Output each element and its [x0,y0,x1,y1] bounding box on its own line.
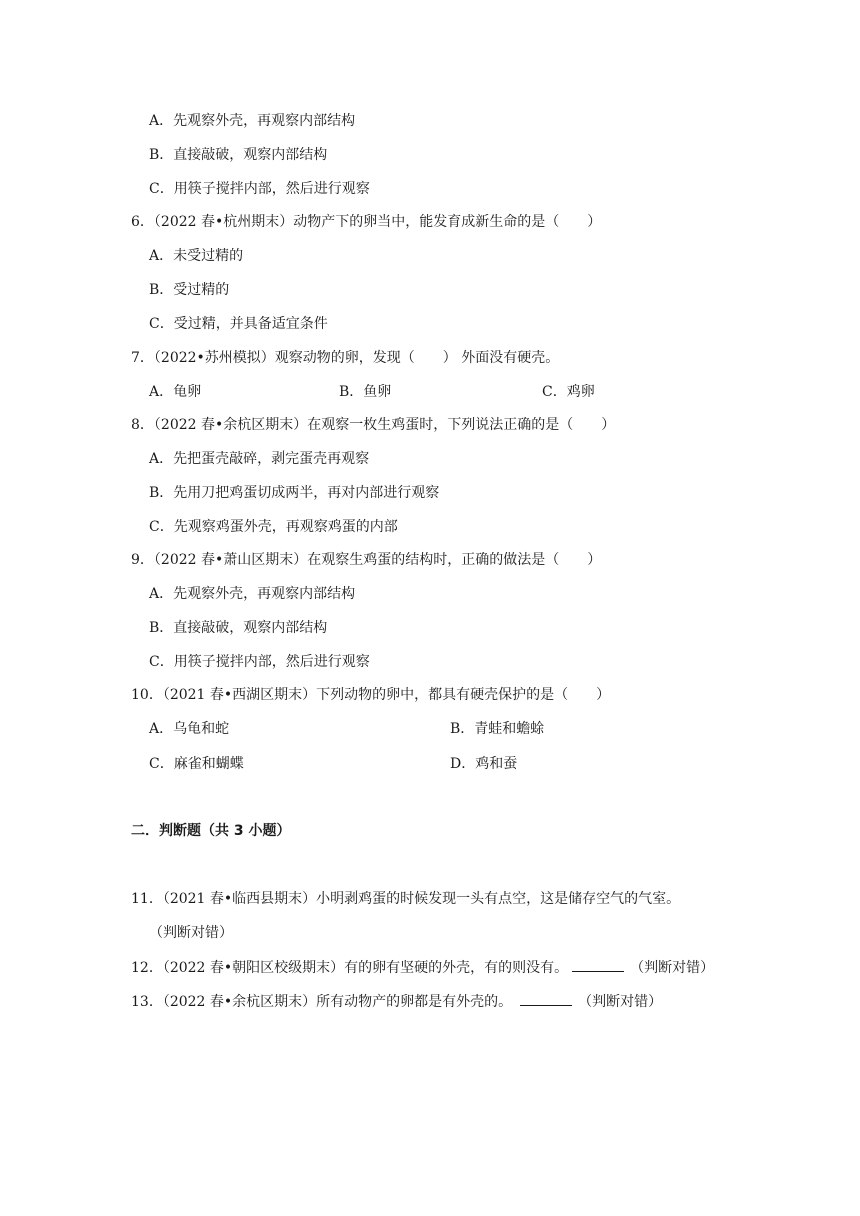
q7-stem: 7．（2022•苏州模拟）观察动物的卵，发现（ ） 外面没有硬壳。 [131,350,560,366]
q9-option-b: B．直接敲破，观察内部结构 [149,620,328,636]
q5-option-c: C．用筷子搅拌内部，然后进行观察 [149,181,370,197]
q6-option-b: B．受过精的 [149,282,230,298]
q10-option-d: D．鸡和蚕 [450,756,518,772]
section-heading-true-false: 二．判断题（共 3 小题） [131,823,291,839]
q6-option-c: C．受过精，并具备适宜条件 [149,316,328,332]
q7-option-c: C．鸡卵 [542,384,595,400]
q10-option-c: C．麻雀和蝴蝶 [149,756,244,772]
q13-answer-blank [520,991,572,1006]
q7-option-a: A．龟卵 [149,384,202,400]
q5-option-b: B．直接敲破，观察内部结构 [149,147,328,163]
q13-tail: （判断对错） [578,994,663,1010]
q9-option-a: A．先观察外壳，再观察内部结构 [149,586,356,602]
q13-line [131,991,662,1012]
q12-stem: 12．（2022 春•朝阳区校级期末）有的卵有坚硬的外壳，有的则没有。 [131,960,569,976]
q9-option-c: C．用筷子搅拌内部，然后进行观察 [149,654,370,670]
q7-option-b: B．鱼卵 [339,384,392,400]
q10-stem: 10．（2021 春•西湖区期末）下列动物的卵中，都具有硬壳保护的是（ ） [131,687,611,703]
q8-option-c: C．先观察鸡蛋外壳，再观察鸡蛋的内部 [149,519,398,535]
q10-option-a: A．乌龟和蛇 [149,721,230,737]
q11-stem: 11．（2021 春•临西县期末）小明剥鸡蛋的时候发现一头有点空，这是储存空气的气室。 [131,891,681,907]
q6-option-a: A．未受过精的 [149,248,244,264]
q11-tail: （判断对错） [149,925,233,941]
q12-line [131,957,714,978]
q5-option-a: A．先观察外壳，再观察内部结构 [149,113,356,129]
q10-option-b: B．青蛙和蟾蜍 [450,721,545,737]
q12-answer-blank [572,957,624,972]
q12-tail: （判断对错） [630,960,715,976]
q6-stem: 6．（2022 春•杭州期末）动物产下的卵当中，能发育成新生命的是（ ） [131,214,602,230]
q8-option-b: B．先用刀把鸡蛋切成两半，再对内部进行观察 [149,485,440,501]
q8-option-a: A．先把蛋壳敲碎，剥完蛋壳再观察 [149,451,370,467]
q8-stem: 8．（2022 春•余杭区期末）在观察一枚生鸡蛋时，下列说法正确的是（ ） [131,417,616,433]
q13-stem: 13．（2022 春•余杭区期末）所有动物产的卵都是有外壳的。 [131,994,513,1010]
q9-stem: 9．（2022 春•萧山区期末）在观察生鸡蛋的结构时，正确的做法是（ ） [131,552,602,568]
